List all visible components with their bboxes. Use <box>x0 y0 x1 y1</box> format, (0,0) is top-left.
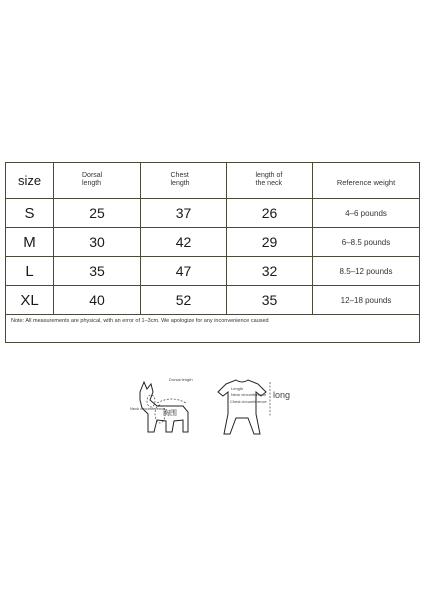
table-row <box>6 199 420 228</box>
chest-cell: 37 <box>141 199 227 228</box>
table-row <box>6 228 420 257</box>
dorsal-cell: 30 <box>54 228 141 257</box>
note-cell <box>6 315 420 343</box>
weight-cell: 8.5–12 pounds <box>313 257 420 286</box>
weight-cell: 12–18 pounds <box>313 286 420 315</box>
chest-cell: 47 <box>141 257 227 286</box>
size-cell: XL <box>6 286 54 315</box>
size-chart-table <box>5 162 420 343</box>
neck-cell: 32 <box>227 257 313 286</box>
shirt-chest-label: Chest circumference <box>230 399 267 404</box>
shirt-neck-label: Neck circumference <box>231 392 267 397</box>
neck-cell: 29 <box>227 228 313 257</box>
measurement-note: Note: All measurements are physical, with an error of 1–3cm. We apologize for any inconvenience caused <box>11 318 269 324</box>
header-row <box>6 163 420 199</box>
size-cell: L <box>6 257 54 286</box>
dorsal-cell: 35 <box>54 257 141 286</box>
chest-cell: 52 <box>141 286 227 315</box>
header-size: size <box>6 163 54 199</box>
shirt-length-label: Length <box>231 386 244 391</box>
table-row <box>6 257 420 286</box>
measurement-illustration <box>130 370 300 440</box>
table-row <box>6 286 420 315</box>
dog-dorsal-label: Dorsal length <box>169 377 193 382</box>
header-reference-weight: Reference weight <box>313 163 420 199</box>
size-cell: S <box>6 199 54 228</box>
size-cell: M <box>6 228 54 257</box>
dorsal-cell: 25 <box>54 199 141 228</box>
header-dorsal-length: Dorsal length <box>54 163 141 199</box>
dog-neck-label: Neck circumference <box>130 406 166 411</box>
weight-cell: 4–6 pounds <box>313 199 420 228</box>
dorsal-cell: 40 <box>54 286 141 315</box>
weight-cell: 6–8.5 pounds <box>313 228 420 257</box>
chest-cell: 42 <box>141 228 227 257</box>
neck-cell: 35 <box>227 286 313 315</box>
header-chest-length: Chest length <box>141 163 227 199</box>
dog-chest-label: 胸围 <box>163 409 177 417</box>
neck-cell: 26 <box>227 199 313 228</box>
header-neck-length: length of the neck <box>227 163 313 199</box>
note-row <box>6 315 420 343</box>
long-label: long <box>273 390 291 400</box>
